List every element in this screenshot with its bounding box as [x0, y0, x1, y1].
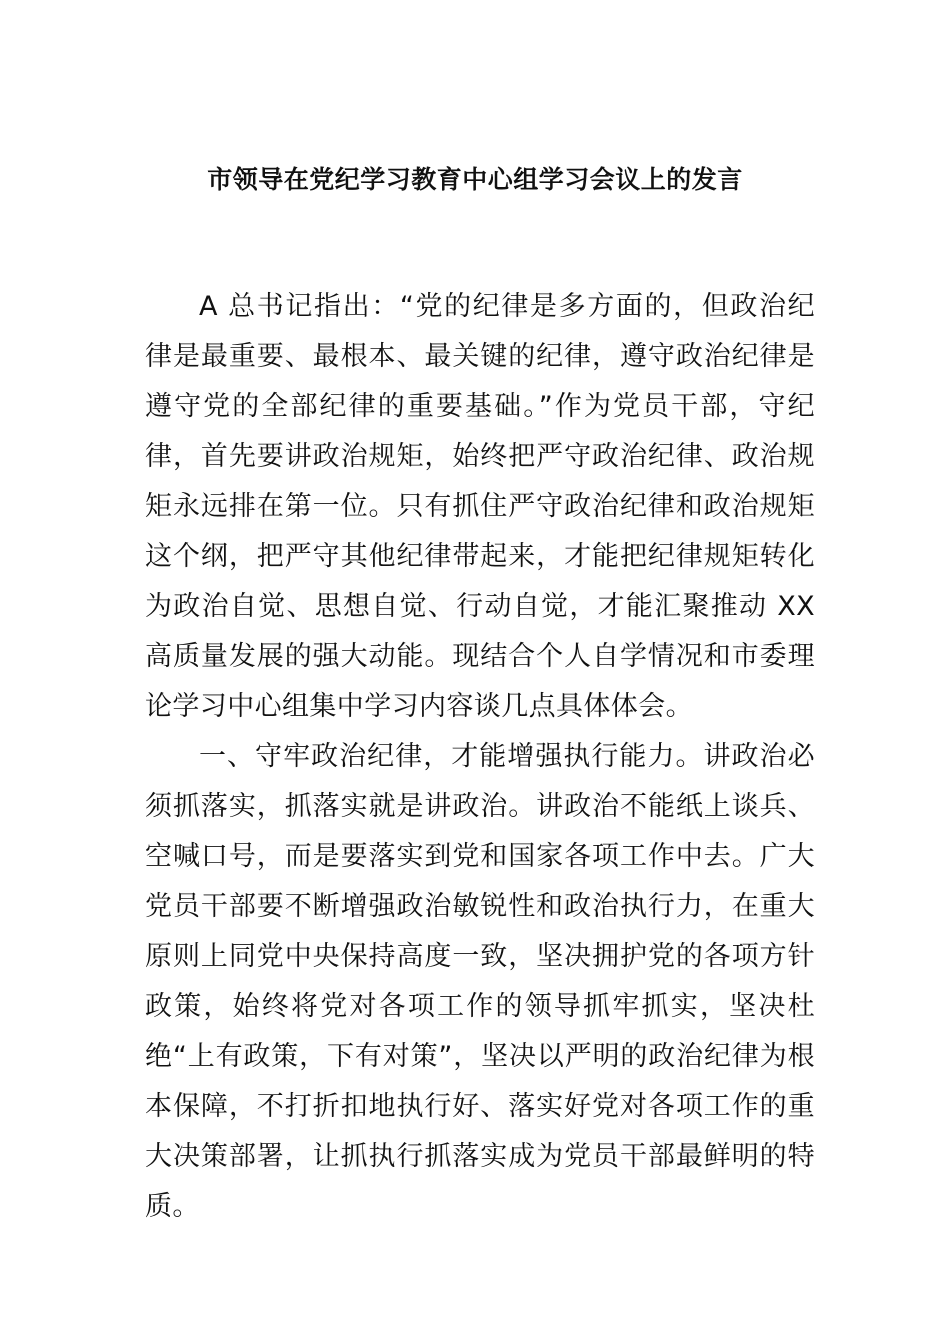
paragraph-intro: A 总书记指出：“党的纪律是多方面的，但政治纪律是最重要、最根本、最关键的纪律，遵守政治纪律是遵守党的全部纪律的重要基础。”作为党员干部，守纪律，首先要讲政治规矩，始终把严守政治纪律、政治规矩永远排在第一位。只有抓住严守政治纪律和政治规矩这个纲，把严守其他纪律带起来，才能把纪律规矩转化为政治自觉、思想自觉、行动自觉，才能汇聚推动 XX 高质量发展的强大动能。现结合个人自学情况和市委理论学习中心组集中学习内容谈几点具体体会。 [145, 291, 815, 722]
document-body [145, 282, 815, 1232]
paragraph-section-one: 一、守牢政治纪律，才能增强执行能力。讲政治必须抓落实，抓落实就是讲政治。讲政治不能纸上谈兵、空喊口号，而是要落实到党和国家各项工作中去。广大党员干部要不断增强政治敏锐性和政治执行力，在重大原则上同党中央保持高度一致，坚决拥护党的各项方针政策，始终将党对各项工作的领导抓牢抓实，坚决杜绝“上有政策，下有对策”，坚决以严明的政治纪律为根本保障，不打折扣地执行好、落实好党对各项工作的重大决策部署，让抓执行抓落实成为党员干部最鲜明的特质。 [145, 741, 815, 1222]
document-title: 市领导在党纪学习教育中心组学习会议上的发言 [207, 165, 743, 194]
